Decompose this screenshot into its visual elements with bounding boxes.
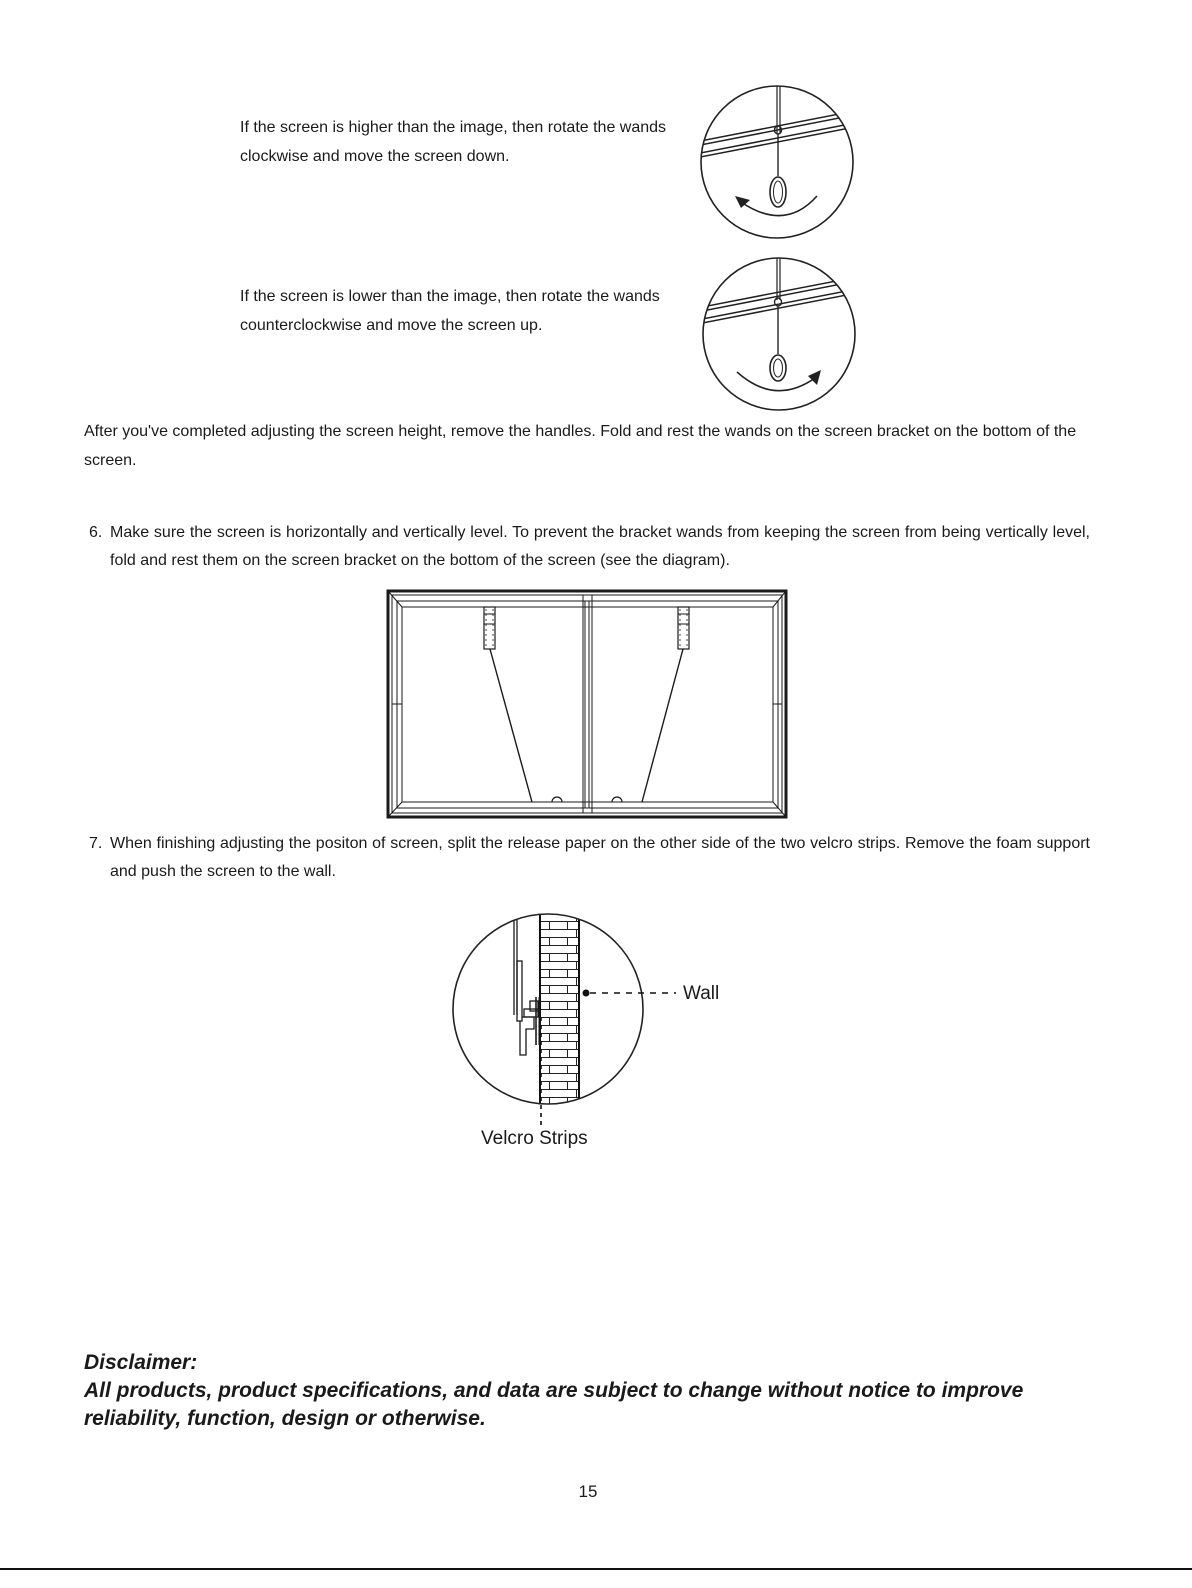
counterclockwise-rotation-figure bbox=[697, 256, 862, 416]
wall-mount-diagram bbox=[450, 905, 730, 1131]
adjust-lower-text: If the screen is lower than the image, then rotate the wands counterclockwise and move the screen up. bbox=[240, 288, 660, 334]
step-7-number: 7. bbox=[89, 835, 103, 852]
bottom-rule bbox=[0, 1568, 1192, 1570]
page-number: 15 bbox=[578, 1482, 598, 1501]
step-7-text: When finishing adjusting the positon of screen, split the release paper on the other side of the two velcro strips. Remove the foam support and push the screen to the wall. bbox=[110, 835, 1090, 880]
disclaimer-heading: Disclaimer: bbox=[84, 1351, 198, 1374]
adjust-higher-text: If the screen is higher than the image, then rotate the wands clockwise and move the screen down. bbox=[240, 119, 667, 165]
after-adjust-text: After you've completed adjusting the screen height, remove the handles. Fold and rest the wands on the screen bracket on the bottom of the screen. bbox=[84, 423, 1077, 469]
clockwise-rotation-figure bbox=[695, 84, 860, 244]
step-6-text: Make sure the screen is horizontally and vertically level. To prevent the bracket wands from keeping the screen from being vertically level, fold and rest them on the screen bracket on the bottom of the screen (see the diagram). bbox=[110, 524, 1090, 569]
velcro-strips-label: Velcro Strips bbox=[481, 1128, 588, 1149]
disclaimer-text: All products, product specifications, and data are subject to change without notice to improve reliability, function, design or otherwise. bbox=[84, 1379, 1024, 1430]
wall-label: Wall bbox=[683, 983, 720, 1004]
screen-frame-diagram bbox=[386, 589, 789, 820]
step-6-number: 6. bbox=[89, 524, 103, 541]
